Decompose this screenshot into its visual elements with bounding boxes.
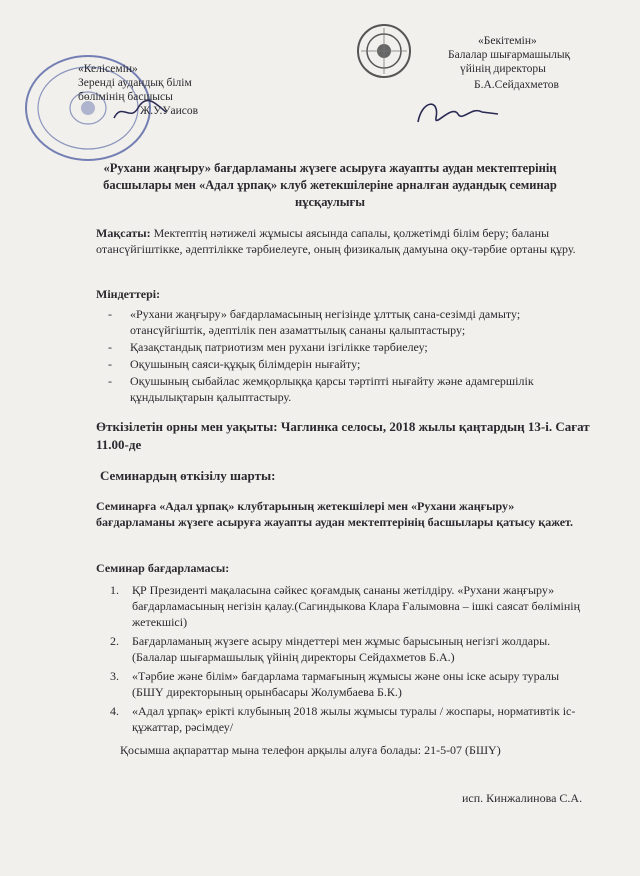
list-item-text: «Тәрбие және білім» бағдарлама тармағының жұмысы және оны іске асыру туралы (БШҮ директорының орынбасары Жолумбаева Б.К.) xyxy=(132,669,560,699)
approval-right-line: Балалар шығармашылық xyxy=(448,49,571,61)
tasks-list xyxy=(108,306,588,406)
executor-note: исп. Кинжалинова С.А. xyxy=(462,791,583,805)
goal-section xyxy=(96,225,596,257)
list-item-text: «Адал ұрпақ» ерікті клубының 2018 жылы жұмысы туралы / жоспары, нормативтік іс-құжаттар, рәсімдеу/ xyxy=(132,704,576,734)
list-item-text: Оқушының саяси-құқық білімдерін нығайту; xyxy=(130,357,361,371)
list-bullet: - xyxy=(108,307,112,321)
approval-left-signer: Ж.У.Уаисов xyxy=(140,105,199,117)
approval-right-line: «Бекітемін» xyxy=(478,35,537,47)
title-line: нұсқаулығы xyxy=(295,195,365,209)
list-number: 4. xyxy=(110,704,119,718)
program-list xyxy=(110,582,590,738)
list-number: 2. xyxy=(110,634,119,648)
title-line: «Рухани жаңғыру» бағдарламаны жүзеге асыруға жауапты аудан мектептерінің xyxy=(103,161,557,175)
approval-right-line: үйінің директоры xyxy=(460,63,546,75)
list-item xyxy=(108,306,588,338)
approval-left-line: Зеренді аудандық білім xyxy=(78,77,192,89)
tasks-label: Міндеттері: xyxy=(96,287,161,301)
list-item xyxy=(110,668,590,700)
list-item xyxy=(110,633,590,665)
contacts-note: Қосымша ақпараттар мына телефон арқылы алуға болады: 21-5-07 (БШҮ) xyxy=(120,743,501,757)
list-item-text: ҚР Президенті мақаласына сәйкес қоғамдық сананы жетілдіру. «Рухани жаңғыру» бағдарламасының негізін қалау.(Сагиндыкова Клара Ғалымовна – ішкі саясат бөлімінің жетекшісі) xyxy=(132,583,581,629)
list-item-text: Оқушының сыбайлас жемқорлыққа қарсы тәртіпті нығайту және адамгершілік құндылықтарын қалыптастыру. xyxy=(130,374,534,404)
approval-right-signer: Б.А.Сейдахметов xyxy=(474,79,559,91)
list-bullet: - xyxy=(108,374,112,388)
approval-right-block xyxy=(448,34,628,92)
list-bullet: - xyxy=(108,357,112,371)
document-title xyxy=(80,160,580,211)
list-item-text: Қазақстандық патриотизм мен рухани ізгілікке тәрбиелеу; xyxy=(130,340,428,354)
list-item xyxy=(108,356,588,372)
list-bullet: - xyxy=(108,340,112,354)
title-line: басшылары мен «Адал ұрпақ» клуб жетекшілеріне арналған аудандық семинар xyxy=(103,178,557,192)
place-text: Чаглинка селосы, 2018 жылы қаңтардың 13-і. Сағат 11.00-де xyxy=(96,419,590,452)
place-label: Өткізілетін орны мен уақыты: xyxy=(96,419,278,434)
place-time-section xyxy=(96,418,596,454)
goal-label: Мақсаты: xyxy=(96,226,151,240)
conditions-text: Семинарға «Адал ұрпақ» клубтарының жетекшілері мен «Рухани жаңғыру» бағдарламаны жүзеге асыруға жауапты аудан мектептерінің басшылары қатысу қажет. xyxy=(96,499,574,529)
state-emblem-icon xyxy=(355,22,413,80)
goal-text: Мектептің нәтижелі жұмысы аясында сапалы, қолжетімді білім беру; баланы отансүйгіштікке, әдептілікке тәрбиелеуге, оның физикалық дамуына оқу-тәрбие ортаны құру. xyxy=(96,226,576,256)
list-item xyxy=(110,703,590,735)
list-item xyxy=(110,582,590,630)
list-item xyxy=(108,339,588,355)
list-item-text: «Рухани жаңғыру» бағдарламасының негізінде ұлттық сана-сезімді дамыту; отансүйгіштік, әдептілік пен азаматтылық сананы қалыптастыру; xyxy=(130,307,521,337)
approval-left-line: бөлімінің басшысы xyxy=(78,91,173,103)
approval-left-line: «Келісемін» xyxy=(78,63,138,75)
list-item xyxy=(108,373,588,405)
list-item-text: Бағдарламаның жүзеге асыру міндеттері мен жұмыс барысының негізгі жолдары. (Балалар шығармашылық үйінің директоры Сейдахметов Б.А.) xyxy=(132,634,551,664)
signature-right-icon xyxy=(412,92,502,134)
program-label: Семинар бағдарламасы: xyxy=(96,561,230,575)
approval-left-block xyxy=(78,62,248,118)
list-number: 3. xyxy=(110,669,119,683)
conditions-label: Семинардың өткізілу шарты: xyxy=(100,468,276,483)
list-number: 1. xyxy=(110,583,119,597)
